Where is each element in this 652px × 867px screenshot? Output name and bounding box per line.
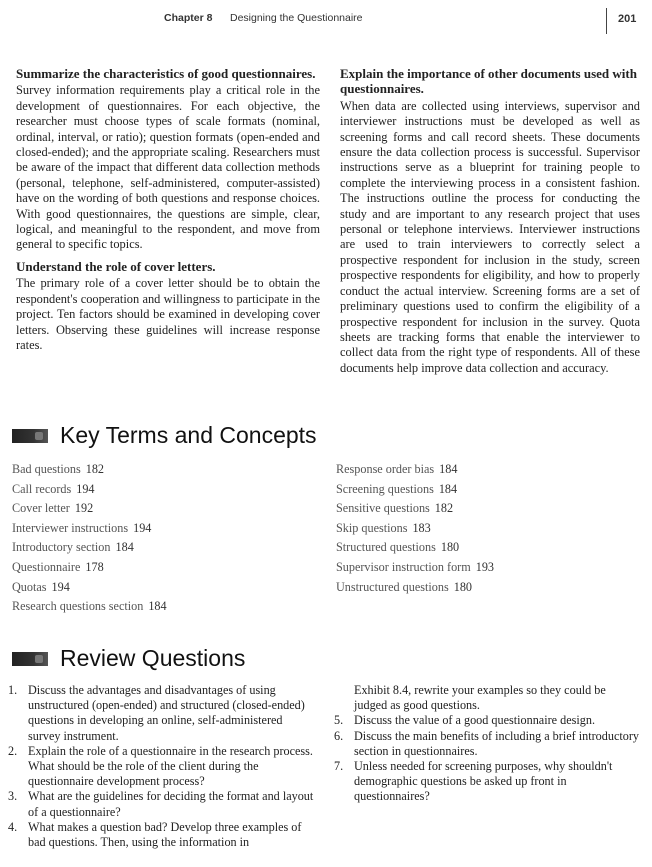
key-term-item: Interviewer instructions 194 [12,520,152,535]
running-header [0,8,652,32]
key-terms-title: Key Terms and Concepts [60,422,317,448]
summary-heading: Understand the role of cover letters. [16,258,216,274]
page-number: 201 [618,13,637,25]
key-terms-right-list [336,460,636,597]
key-term-item: Unstructured questions 180 [336,579,472,594]
review-questions-title: Review Questions [60,645,246,671]
review-question: 4. What makes a question bad? Develop three examples of bad questions. Then, using the information in [8,819,302,850]
review-question-continuation: Exhibit 8.4, rewrite your examples so they could be judged as good questions. [354,683,606,713]
key-term-item: Introductory section 184 [12,540,134,555]
summary-heading: Explain the importance of other documents used with questionnaires. [340,66,637,97]
review-question: 1. Discuss the advantages and disadvantages of using unstructured (open-ended) and structured (closed-ended) questions in developing an online, self-administered survey instrument. [8,683,305,743]
key-term-item: Call records 194 [12,481,95,496]
summary-paragraph: The primary role of a cover letter should be to obtain the respondent's cooperation and willingness to participate in the project. Ten factors should be examined in developing cover letters. Observing these guidelines will increase response rates. [16,276,320,352]
section-marker-icon [12,652,48,666]
chapter-title: Designing the Questionnaire [230,12,363,24]
summary-paragraph: When data are collected using interviews, supervisor and interviewer instructions must be developed as well as screening forms and call record sheets. These documents ensure the data collection process is successful. Supervisor instructions serve as a blueprint for training people to complete the interviewing process in a consistent fashion. The instructions outline the process for conducting the study and are important to any research project that uses personal or telephone interviews. Interviewer instructions are used to train interviewers to correctly select a prospective respondent for inclusion in the study, screen prospective respondents for eligibility, and how to properly conduct the actual interview. Screening forms are a set of preliminary questions used to confirm the eligibility of a prospective respondent for inclusion in the survey. Quota sheets are tracking forms that enable the interviewer to collect data from the right type of respondents. All of these documents help improve data collection and accuracy. [340,98,640,375]
chapter-label: Chapter 8 [164,12,213,24]
summary-left-column [16,66,320,359]
key-terms-left-list [12,460,312,617]
header-divider [606,8,607,34]
key-term-item: Supervisor instruction form 193 [336,559,495,574]
review-questions-left-list [8,683,314,850]
review-question: 2. Explain the role of a questionnaire in the research process. What should be the role of the client during the questionnaire development process? [8,743,313,789]
summary-paragraph: Survey information requirements play a critical role in the development of questionnaires. For each objective, the researcher must choose types of scale formats (nominal, ordinal, interval, or ratio); question formats (open-ended and closed-ended); and the appropriate scaling. Researchers must be aware of the impact that different data collection methods (personal, telephone, self-administered, computer-assisted) have on the wording of both questions and response choices. With good questionnaires, the questions are simple, clear, logical, and meaningful to the respondent, and move from general to specific topics. [16,83,320,252]
key-term-item: Structured questions 180 [336,540,460,555]
key-term-item: Cover letter 192 [12,501,94,516]
key-term-item: Bad questions 182 [12,462,105,476]
review-questions-right-list [334,683,640,805]
key-term-item: Skip questions 183 [336,520,431,535]
key-term-item: Screening questions 184 [336,481,458,496]
key-term-item: Research questions section 184 [12,599,167,614]
key-term-item: Sensitive questions 182 [336,501,454,516]
key-term-item: Quotas 194 [12,579,70,594]
key-term-item: Questionnaire 178 [12,559,104,574]
review-question: 7. Unless needed for screening purposes, why shouldn't demographic questions be asked up front in questionnaires? [334,759,613,804]
review-question: 5. Discuss the value of a good questionnaire design. [334,713,595,728]
review-question: 6. Discuss the main benefits of including a brief introductory section in questionnaires. [334,728,639,758]
summary-right-column [340,66,640,382]
key-term-item: Response order bias 184 [336,462,458,476]
section-marker-icon [12,429,48,443]
review-question: 3. What are the guidelines for deciding the format and layout of a questionnaire? [8,789,314,819]
summary-heading: Summarize the characteristics of good questionnaires. [16,66,316,81]
